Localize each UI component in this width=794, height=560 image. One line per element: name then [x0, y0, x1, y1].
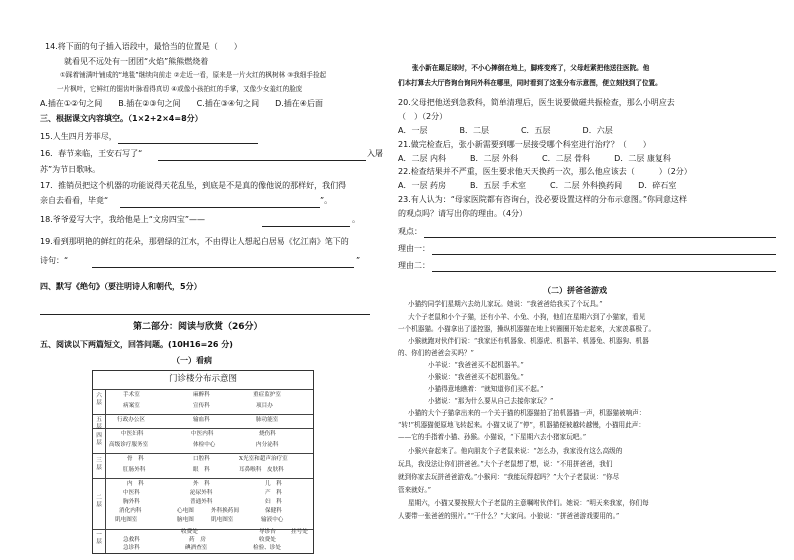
floor-2-label: 二层 [96, 495, 102, 508]
story-text: 的、你们的爸爸会买吗？” [398, 349, 474, 357]
map-room: 宣传科 [193, 403, 210, 409]
q18-end: 。 [352, 215, 360, 224]
reading-2-title: （二）拼爸爸游戏 [543, 286, 607, 295]
map-room: 脑电图 [177, 517, 194, 523]
q14-passage-1: ①踩着铺满叶铺成的“地毯”继续向前走 ②走近一看，原来是一片火红的枫树林 ③我细手捡起 [60, 71, 327, 79]
story-line-1: 张小新在踢足球时，不小心摔倒在地上，脚疼变疼了，父母赶紧把他送往医院。他 [412, 64, 650, 72]
map-room: 输血科 [193, 417, 210, 423]
q20-options: A．一层 B．二层 C．五层 D．六层 [398, 126, 613, 135]
map-room: 麻醉科 [193, 392, 210, 398]
map-room: 妇 科 [265, 499, 282, 505]
map-room: 肺功能室 [256, 417, 279, 423]
q17-text-b: 亲自去看看，毕竟“ [40, 196, 109, 205]
map-room: 烧伤科 [259, 431, 276, 437]
map-room: 耳鼻喉科 皮肤科 [239, 467, 284, 473]
map-room: 重症监护室 [253, 392, 281, 398]
map-room: 急救科 [123, 537, 140, 543]
q22-stem: 22.检查结果并不严重，医生要求他天天换药一次，那么他应该去（ ）（2分） [398, 167, 692, 176]
q19-text-b: 诗句：“ [40, 256, 69, 265]
story-text: 大个子老鼠和小个子猫，还有小羊、小兔、小狗，他们在星期六到了小猫家，看见 [408, 313, 646, 321]
map-room: 泌尿外科 [190, 490, 213, 496]
floor-map [92, 370, 314, 554]
floor-1-label: 一层 [96, 532, 102, 545]
map-room: 碘酒查室 [185, 545, 208, 551]
map-room: 药 房 [189, 537, 206, 543]
map-room: 眼 科 [193, 467, 210, 473]
map-room: 外 科 [193, 481, 210, 487]
story-text: 小猪说：“那为什么要从自己去接你家玩？” [428, 397, 554, 405]
map-room: 项目办 [256, 403, 273, 409]
story-line-2: 们本打算去大厅咨询台询问外科在哪里，同时看到了这张分布示意图，便立刻找到了位置。 [398, 79, 662, 87]
story-text: 小猫约同学们星期六去幼儿家玩。她说：“我爸爸给我买了个玩具。” [408, 300, 603, 308]
map-room: 外科换药间 [211, 508, 239, 514]
story-text: ——它的手指着小猫、孙猴。小猫说，“下星期六去小猪家玩吧。” [398, 433, 587, 441]
map-room: 检验、诊处 [253, 545, 281, 551]
map-room: 保健科 [265, 508, 282, 514]
map-room: X光室和超声治疗室 [239, 456, 288, 462]
q14-sentence: 就看见不远处有一团团“火焰”熊熊燃烧着 [64, 57, 209, 66]
map-room: 中医内科 [191, 431, 214, 437]
q17-text-a: 17．推销员把这个机器的功能说得天花乱坠，到底是不是真的像他说的那样好，我们得 [40, 181, 347, 190]
story-text: 小羊说：“我爸爸买不起机器羊。” [428, 361, 524, 369]
map-room: 中医科 [123, 490, 140, 496]
story-text: 就到你家去玩拼爸爸游戏。”小猴问：“我能玩得起吗？”大个子老鼠说：“你尽 [398, 473, 620, 481]
story-text: 星期六，小猫又要按照大个子老鼠的主意嘱咐伙伴们。她说：“明天来我家，你们每 [408, 499, 649, 507]
q23-view-label: 观点： [398, 227, 422, 236]
map-room: 内分泌科 [256, 442, 279, 448]
map-room: 体检中心 [193, 442, 216, 448]
map-room: 病案室 [123, 403, 140, 409]
q22-options: A．一层 药房 B．五层 手术室 C．二层 外科换药间 D．碎石室 [398, 181, 677, 190]
map-room: 手术室 [123, 392, 140, 398]
map-room: 消化内科 [119, 508, 142, 514]
floor-5-label: 五层 [96, 417, 102, 430]
story-text: 小猫的大个子猫拿出来的一个关于猫的机器猫拍了拍机器猫一声，机器猫被响声： [408, 409, 646, 417]
reading-1-title: （一）看病 [172, 356, 212, 365]
q19-text-c: ” [356, 256, 361, 265]
map-room: 急诊科 [123, 545, 140, 551]
section-4-title: 四、默写《绝句》（要注明诗人和朝代，5分） [40, 282, 202, 291]
story-text: 小猴说：“我爸爸买不起机器兔。” [428, 373, 524, 381]
part-2-title: 第二部分：阅读与欣赏（26分） [133, 322, 263, 332]
q16-text-b: 入屠 [367, 149, 383, 158]
story-text: 小猴就跑对伙伴们说：“我家还有机器象、机器虎、机器羊、机器兔、机器狗、机器 [408, 337, 649, 345]
poem-write-line[interactable] [40, 314, 370, 315]
q19-blank[interactable] [92, 267, 354, 268]
map-room: 口腔科 [193, 456, 210, 462]
q16-text-a: 16．春节来临，王安石写了“ [40, 149, 143, 158]
q14-stem: 14.将下面的句子插入语段中，最恰当的位置是（ ） [45, 42, 242, 51]
map-room: 产 科 [265, 490, 282, 496]
floor-6-label: 六层 [96, 393, 102, 406]
map-room: 心电图 [177, 508, 194, 514]
map-room: 肌电图室 [115, 517, 138, 523]
map-room: 输液中心 [261, 517, 284, 523]
q14-options: A.插在①②句之间 B.插在②③句之间 C.插在③④句之间 D.插在④后面 [40, 99, 323, 108]
map-room: 挂号处 [291, 529, 308, 535]
floor-map-title: 门诊楼分布示意图 [168, 374, 237, 384]
q20-stem: 20.父母把他送到急救科，简单清理后，医生说要做磁共振检查，那么小明应去 [398, 98, 675, 107]
map-room: 内 科 [127, 481, 144, 487]
map-room: 普通外科 [190, 499, 213, 505]
q16-blank[interactable] [158, 160, 366, 161]
q23-stem-1: 23.有人认为：“母家医院都有咨询台，没必要设置这样的分布示意图。”你同意这样 [398, 195, 688, 204]
map-room: 高级诊疗服务室 [109, 442, 149, 448]
map-room: 肌电图室 [211, 517, 234, 523]
q21-options: A．二层 内科 B．二层 外科 C．二层 骨科 D．二层 康复科 [398, 154, 671, 163]
q16-text-c: 苏”为节日歌咏。 [40, 165, 101, 174]
q23-view-line[interactable] [424, 237, 776, 238]
q17-text-c: ”。 [320, 196, 333, 205]
q23-reason-2-line[interactable] [432, 271, 776, 272]
map-room: 收费处 [259, 537, 276, 543]
story-text: 小猫得意地瞧着：“就知道你们买不起。” [428, 385, 544, 393]
map-room: 中医妇科 [121, 431, 144, 437]
story-text: 人要带一张爸爸的照片。”“干什么？”大家问。小狼说：“拼爸爸游戏要用的。” [398, 512, 620, 520]
q18-blank[interactable] [262, 226, 350, 227]
q23-reason-1-label: 理由一： [398, 244, 430, 253]
q15-blank[interactable] [118, 143, 258, 144]
q14-passage-2: 一片枫叶，它鲜红的锯齿叶脉看得真切 ④或像小孩拍红的手掌，又像少女羞红的脸庞 [57, 85, 303, 93]
q23-stem-2: 的观点吗？请写出你的理由。（4分） [398, 209, 528, 218]
q18-text: 18.爷爷爱写大字，我给他是上“文房四宝”—— [40, 215, 206, 224]
map-room: 儿 科 [265, 481, 282, 487]
map-room: 收费处 [181, 529, 198, 535]
q20-score: （ ）（2分） [398, 112, 448, 121]
q23-reason-1-line[interactable] [432, 254, 776, 255]
floor-4-label: 四层 [96, 433, 102, 446]
story-text: 小猴兴奋起来了。他向朋友个子老鼠来说：“怎么办，我家没有这么高级的 [408, 447, 623, 455]
story-text: 管来就好。” [398, 486, 432, 494]
story-text: “转!”机器猫便原地飞转起来。小猫又说了“停”，机器猫便被越转越慢，小猫用此声： [398, 421, 645, 429]
map-room: 胸外科 [123, 499, 140, 505]
map-room: 导诊台 [259, 529, 276, 535]
section-5-title: 五、阅读以下两篇短文，回答问题。(10H16=26 分) [40, 340, 233, 349]
map-room: 肛肠外科 [123, 467, 146, 473]
q21-stem: 21.做完检查后，张小新需要到哪一层接受哪个科室进行治疗？（ ） [398, 140, 651, 149]
story-text: 一个机器猫。小猫拿出了遥控器，操纵机器猫在地上转圈圈开始走起来，大家羡慕极了。 [398, 325, 656, 333]
q23-reason-2-label: 理由二： [398, 261, 430, 270]
q19-text-a: 19.看到那明艳的鲜红的花朵，那碧绿的江水，不由得让人想起白居易《忆江南》笔下的 [40, 237, 349, 246]
section-3-title: 三、根据课文内容填空。（1×2+2×4=8分） [40, 114, 203, 123]
map-room: 骨 科 [127, 456, 144, 462]
story-text: 玩具，我没法让你们拼爸爸。”大个子老鼠想了想，说：“不用拼爸爸，我们 [398, 460, 613, 468]
map-room: 行政办公区 [117, 417, 145, 423]
q17-blank[interactable] [120, 207, 320, 208]
q15-text: 15.人生四月芳菲尽， [40, 132, 117, 141]
floor-3-label: 三层 [96, 458, 102, 471]
